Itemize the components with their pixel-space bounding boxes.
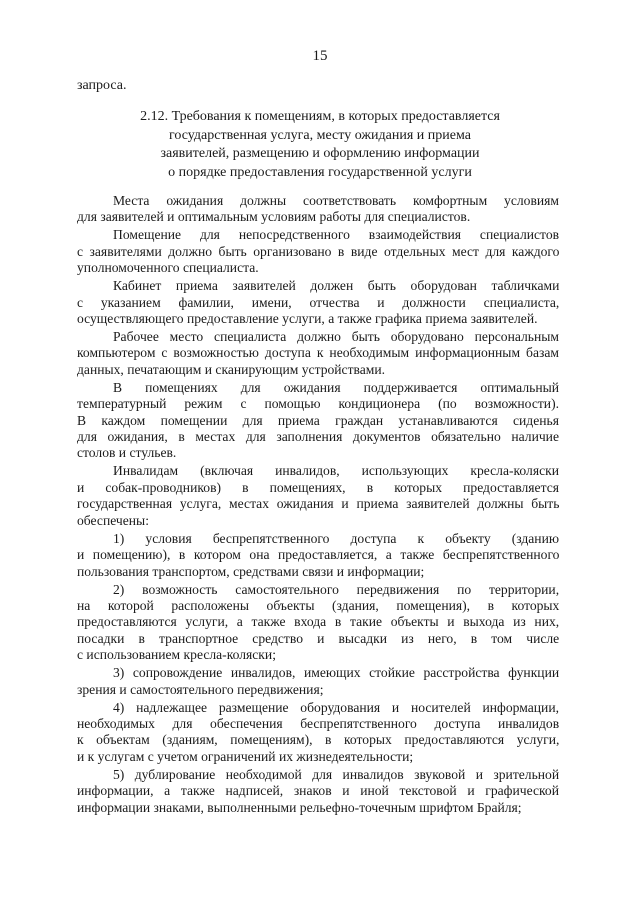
paragraph-line: данных, печатающим и сканирующим устройствами. xyxy=(77,361,386,377)
section-heading-line: заявителей, размещению и оформлению информации xyxy=(160,146,480,161)
paragraph-line: 1) условия беспрепятственного доступа к объекту (зданию xyxy=(113,530,559,546)
paragraph-line: с использованием кресла-коляски; xyxy=(77,647,276,663)
paragraph-line: для заявителей и оптимальным условиям работы для специалистов. xyxy=(77,209,471,225)
section-heading-line: 2.12. Требования к помещениям, в которых предоставляется xyxy=(140,109,500,124)
paragraph xyxy=(77,278,559,327)
paragraph-line: пользования транспортом, средствами связи и информации; xyxy=(77,563,425,579)
page-number: 15 xyxy=(312,48,328,64)
paragraph-line: Места ожидания должны соответствовать комфортным условиям xyxy=(113,193,559,208)
paragraph-line: компьютером с возможностью доступа к необходимым информационным базам xyxy=(77,345,559,361)
paragraph-line: 4) надлежащее размещение оборудования и носителей информации, xyxy=(113,699,559,715)
continuation-text: запроса. xyxy=(77,78,127,93)
paragraph-line: и к услугам с учетом ограничений их жизнедеятельности; xyxy=(77,748,414,764)
paragraph xyxy=(77,193,559,226)
paragraph-line: 3) сопровождение инвалидов, имеющих стойкие расстройства функции xyxy=(113,665,560,681)
paragraph-line: обеспечены: xyxy=(77,512,149,528)
paragraph-line: Помещение для непосредственного взаимодействия специалистов xyxy=(113,227,560,243)
paragraph xyxy=(77,767,559,816)
paragraph-line: Инвалидам (включая инвалидов, использующих кресла-коляски xyxy=(113,463,559,479)
paragraph-line: В помещениях для ожидания поддерживается оптимальный xyxy=(113,379,559,395)
paragraph-line: с указанием фамилии, имени, отчества и должности специалиста, xyxy=(77,294,560,310)
paragraph-line: уполномоченного специалиста. xyxy=(77,260,259,276)
paragraph-line: 2) возможность самостоятельного передвижения по территории, xyxy=(113,581,560,597)
paragraph-line: государственная услуга, местах ожидания и приема заявителей должны быть xyxy=(77,496,560,512)
paragraph-line: информации, а также надписей, знаков и иной текстовой и графической xyxy=(77,783,559,799)
paragraph-line: столов и стульев. xyxy=(77,445,177,461)
paragraph xyxy=(77,665,559,698)
paragraph-line: осуществляющего предоставление услуги, а также графика приема заявителей. xyxy=(77,311,538,327)
paragraph xyxy=(77,582,559,664)
paragraph-line: Рабочее место специалиста должно быть оборудовано персональным xyxy=(113,329,559,345)
paragraph xyxy=(77,329,559,378)
paragraph-line: В каждом помещении для приема граждан устанавливаются сиденья xyxy=(77,412,559,428)
body-text xyxy=(77,193,559,818)
paragraph-line: и помещению), в котором она предоставляется, а также беспрепятственного xyxy=(77,547,560,563)
paragraph xyxy=(77,380,559,462)
paragraph-line: температурный режим с помощью кондиционера (по возможности). xyxy=(77,396,559,412)
paragraph-line: предоставляются услуги, а также входа в такие объекты и выхода из них, xyxy=(77,614,560,630)
section-heading-line: о порядке предоставления государственной услуги xyxy=(168,164,472,180)
paragraph-line: 5) дублирование необходимой для инвалидов звуковой и зрительной xyxy=(113,766,560,782)
paragraph-line: и собак-проводников) в помещениях, в которых предоставляется xyxy=(77,479,559,495)
paragraph-line: на которой расположены объекты (здания, помещения), в которых xyxy=(77,597,560,613)
paragraph xyxy=(77,227,559,276)
section-heading-line: государственная услуга, месту ожидания и приема xyxy=(169,127,471,143)
paragraph-line: с заявителями должно быть организовано в виде отдельных мест для каждого xyxy=(77,243,560,259)
paragraph xyxy=(77,531,559,580)
paragraph-line: зрения и самостоятельного передвижения; xyxy=(77,681,324,697)
paragraph-line: посадки в транспортное средство и высадки из него, в том числе xyxy=(77,630,560,646)
paragraph-line: Кабинет приема заявителей должен быть оборудован табличками xyxy=(113,278,560,294)
paragraph-line: информации знаками, выполненными рельефно-точечным шрифтом Брайля; xyxy=(77,799,522,815)
paragraph-line: для ожидания, в местах для заполнения документов обязательно наличие xyxy=(77,429,559,445)
paragraph-line: к объектам (зданиям, помещениям), в которых предоставляются услуги, xyxy=(77,732,560,748)
paragraph xyxy=(77,700,559,766)
paragraph-line: необходимых для обеспечения беспрепятственного доступа инвалидов xyxy=(77,715,560,731)
section-heading xyxy=(100,108,540,182)
paragraph xyxy=(77,463,559,529)
